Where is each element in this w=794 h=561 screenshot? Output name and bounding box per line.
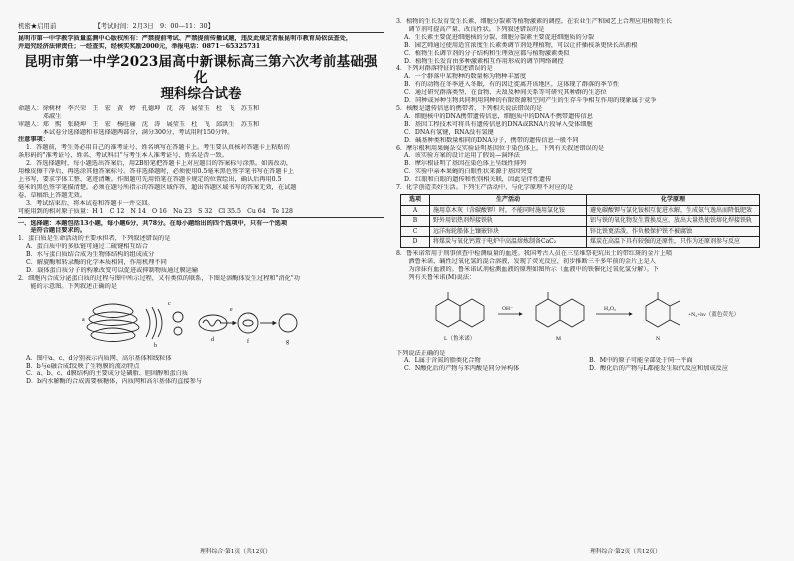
scheme-product: +N₂+hν（蓝色荧光） <box>688 311 740 318</box>
secret-label: 机密★启用前 <box>18 22 57 30</box>
scheme-label-l: L（鲁米诺） <box>444 335 476 342</box>
q7-cell: 避免碳酸钾与氯化铵相互促进水解，生成氨气逸出而降低肥效 <box>587 205 760 216</box>
fig-label-d: d <box>211 336 214 343</box>
q8-stem-1: 8．鲁米诺常用于刑事侦查中检测痕量的血迹。我国考古人员在三星堆祭祀坑出土的带红斑的金片上喷 <box>396 249 673 257</box>
exam-title: 昆明市第一中学2023届高中新课标高三第六次考前基础强化 <box>24 53 378 86</box>
q1-stem: 1．蛋白质是生命活动的主要承担者，下列叙述错误的是 <box>18 235 171 243</box>
q1-option-c: C．解旋酶和转录酶的化学本质相同，作用机理不同 <box>26 259 167 267</box>
lysosome-diagram <box>18 293 384 353</box>
q8-option-d: D．酸化后的产物与L都能发生取代反应和加成反应 <box>589 365 729 373</box>
q3-option-c: C．植物生长调节剂的分子结构和生理效应都与植物激素类似 <box>404 49 570 57</box>
q7-cell: B <box>401 216 430 227</box>
q7-stem: 7．化学创造美好生活。下列生产活动中，与化学原理不对应的是 <box>396 184 574 192</box>
q6-option-d: D．红眼和白眼的遗传和性别相关联，因此是伴性遗传 <box>404 176 552 184</box>
section1-line-1: 一、选择题：本题包括13小题，每小题6分，共78分。在每小题给出的四个选项中，只有一个选项 <box>18 219 288 227</box>
q7-cell: 施用草木灰（含碳酸钾）时，不能同时施用氯化铵 <box>430 205 587 216</box>
notes-title: 注意事项： <box>18 136 49 144</box>
q5-option-a: A．细胞核中的DNA携带遗传信息，细胞质中的DNA不携带遗传信息 <box>404 112 593 120</box>
q7-cell: 将煤炭与氧化钙置于电炉中高温熔炼制备CaC₂ <box>430 237 587 248</box>
q4-stem: 4．下列对群落特征的叙述错误的是 <box>396 65 493 73</box>
q4-option-d: D．同种或异种生物共同利用同种的有限资源和空间产生的生存斗争相互作用的现象属于竞争 <box>404 97 657 105</box>
q3-stem-2: 调节剂可提高产量、改良性状。下列叙述错误的是 <box>396 25 545 33</box>
q7-cell: 远洋海轮船体上镶嵌锌块 <box>430 226 587 237</box>
q6-option-b: B．摩尔根证明了基因在染色体上呈线性排列 <box>404 160 527 168</box>
q7-cell: 煤炭在高温下具有较强的还原性，只作为还原剂参与反应 <box>587 237 760 248</box>
note-line-8: 3．考试结束后，将本试卷和答题卡一并交回。 <box>26 199 154 207</box>
q4-option-b: B．有的动物在冬季进入冬眠，有的因迁徙离开该地区，这体现了群落的季节性 <box>404 81 619 89</box>
q4-option-a: A．一个群落中某物种的数量称为物种丰富度 <box>404 73 527 81</box>
fig-label-f: f <box>247 338 249 345</box>
note-line-6: 毫米的黑色签字笔描清楚。必须在题号所指示的答题区域作答，超出答题区域书写的答案无效，在试题 <box>18 183 297 191</box>
notice-line-1: 昆明市第一中学教学质量监测中心版权所有：严禁提前考试、严禁提前传播试题，违反此规定者报昆明市教育局依法查处， <box>18 35 353 42</box>
luminol-scheme <box>396 284 774 348</box>
q7-cell: 野外用铝热剂焊接铁轨 <box>430 216 587 227</box>
scheme-h2o2: H₂O₂ <box>604 305 616 312</box>
q7-cell: D <box>401 237 430 248</box>
q8-option-c: C．N酸化后的产物与苯丙酸是同分异构体 <box>404 365 520 373</box>
note-line-4: 用橡皮擦干净后，再选涂其他答案标号。答非选择题时，必须使用0.5毫米黑色签字笔书写在答题卡上 <box>18 168 294 176</box>
authors-line-2: 邓淑生 <box>18 112 62 120</box>
table-row <box>401 216 760 227</box>
q5-stem: 5．核酸是遗传信息的携带者，下列相关说法错误的是 <box>396 104 543 112</box>
fig-label-c: c <box>168 300 171 307</box>
q1-option-b: B．水与蛋白质结合成为生物体结构的组成成分 <box>26 251 155 259</box>
note-line-7: 卷、草稿纸上答题无效。 <box>18 191 87 199</box>
q4-option-c: C．通过研究群落类型、在食物、天敌及种间关系等可研究其种群的生态位 <box>404 89 607 97</box>
scheme-label-n: N <box>656 335 661 342</box>
q7-cell: A <box>401 205 430 216</box>
authors-line-1: 命题人：徐树材 李兴荣 王 宏 黄 婷 孔德坤 沈 涛 展莹玉 杜 飞 苏玉和 <box>18 104 260 112</box>
footer-right: 理科综合·第2页（共12页） <box>590 549 661 555</box>
q8-option-a: A．L属于含氮的脂类化合物 <box>404 357 481 365</box>
q8-options-row-1 <box>396 357 774 365</box>
q3-stem-1: 3．植物的生长发育受生长素、细胞分裂素等植物激素的调控。在农业生产和园艺上合理应用植物生长 <box>396 18 673 25</box>
left-column <box>18 22 384 386</box>
exam-time: 【考试时间：2月3日 9：00—11：30】 <box>94 22 214 30</box>
notice-line-2: 并追究经济法律责任；一经查实，经核实奖励2000元，举报电话：0871－65325731 <box>18 42 261 50</box>
authors-line-4: 本试卷分选择题和非选择题两部分，满分300分，考试用时150分钟。 <box>18 128 234 136</box>
q2-option-c: C．a、b、c、d膜结构的主要成分是磷脂、胆固醇和蛋白质 <box>26 370 189 378</box>
note-line-2: 条形码的"准考证号、姓名、考试科目"与考生本人准考证号、姓名是否一致。 <box>18 152 228 160</box>
q2-option-b: B．b与e融合成f反映了生物膜的流动特点 <box>26 362 140 370</box>
exam-subtitle: 理科综合试卷 <box>160 85 242 102</box>
lysosome-diagram-svg <box>18 293 384 353</box>
q5-option-c: C．DNA有氢键，RNA没有氢键 <box>404 128 494 136</box>
q7-th-option: 选项 <box>401 194 430 205</box>
table-row <box>401 237 760 248</box>
q7-table-header <box>401 194 760 205</box>
q7-table <box>400 194 760 248</box>
q7-cell: C <box>401 226 430 237</box>
q5-option-b: B．基因工程技术可将具有遗传信息的DNA或RNA片段导入受体细胞 <box>404 120 593 128</box>
q3-option-a: A．生长素主要促进细胞核的分裂，细胞分裂素主要促进细胞质的分裂 <box>404 33 595 41</box>
q7-cell: 铝与铁的氧化物发生置换反应，放出大量热使铁熔化焊接铁轨 <box>587 216 760 227</box>
header-rule <box>18 32 384 33</box>
q2-option-d: D．b内水解酶的合成需要核糖体，内质网和高尔基体的直接参与 <box>26 378 202 386</box>
section1-line-2: 是符合题目要求的。 <box>18 227 87 235</box>
fig-label-a: a <box>82 316 85 323</box>
q8-sub-stem: 下列说法正确的是 <box>396 349 446 357</box>
q8-stem-3: 为涂抹有血液的。鲁米诺试剂检测血液的原理如图所示（血液中的铁催化过氧化氢分解）。下 <box>396 265 659 273</box>
fig-label-e: e <box>230 306 233 313</box>
table-row <box>401 226 760 237</box>
authors-line-3: 审题人：郑 熙 张晓坤 王 宏 杨旺瑜 沈 涛 展莹玉 杜 飞 邱洪生 苏玉和 <box>18 120 260 128</box>
q8-stem-4: 列有关鲁米诺(M)说法： <box>396 273 476 281</box>
q1-option-a: A．蛋白质中的多肽链可通过二硫键相互结合 <box>26 243 149 251</box>
q6-stem: 6．摩尔根利用果蝇杂交实验证明基因位于染色体上，下列有关叙述错误的是 <box>396 144 605 152</box>
luminol-scheme-svg <box>396 284 774 348</box>
q3-option-b: B．园艺师通过使用适宜浓度生长素类调节剂处理植物，可以让扦插枝条更快长出新根 <box>404 41 638 49</box>
q5-option-d: D．碱基种类和数量相同的DNA分子，携带的遗传信息一般不同 <box>404 136 579 144</box>
scheme-label-m: M <box>556 335 561 342</box>
scheme-oh: OH⁻ <box>502 305 514 312</box>
q7-th-principle: 化学原理 <box>587 194 760 205</box>
q8-stem-2: 洒鲁米诺，碱性过氧化氢的混合溶液，发现了荧光反应，初步推断三千多年前的金片上是人 <box>396 257 656 265</box>
q8-options-row-2 <box>396 365 774 373</box>
q2-option-a: A．图中a、c、d分别表示内质网、高尔基体和线粒体 <box>26 354 172 362</box>
q6-option-c: C．实验中亲本果蝇的白眼性状来源于基因突变 <box>404 168 533 176</box>
note-line-3: 2．答选择题时，每小题选出答案后，用2B铅笔把答题卡上对应题目的答案标号涂黑。如需改动， <box>26 160 293 168</box>
note-line-1: 1．答题前，考生务必用自己的准考证号、姓名填写在答题卡上。考生要认真核对答题卡上粘贴的 <box>26 144 290 152</box>
atomic-mass: 可能用到的相对原子质量：H 1 C 12 N 14 O 16 Na 23 S 32 Cl 35.5 Cu 64 Te 128 <box>18 207 293 215</box>
section-rule <box>18 217 384 218</box>
q7-cell: 锌比铁更活泼，作负极保护铁不被腐蚀 <box>587 226 760 237</box>
fig-label-b: b <box>154 342 157 349</box>
footer-left: 理科综合·第1页（共12页） <box>200 549 271 555</box>
q7-th-activity: 生产活动 <box>430 194 587 205</box>
note-line-5: 上书写，要求字体工整、笔迹清晰。作图题可先用铅笔在答题卡规定的位置绘出，确认后再用0.5 <box>18 175 282 183</box>
q2-stem-2: 能的示意图。下列叙述正确的是 <box>18 282 117 290</box>
exam-header <box>18 22 384 31</box>
q6-option-a: A．该实验方案的设计运用了假说—演绎法 <box>404 152 520 160</box>
right-column <box>396 18 774 373</box>
q8-option-b: B．M中的原子可能全部处于同一平面 <box>589 357 693 365</box>
q3-option-d: D．植物生长发育由多种激素相互作用形成的调节网络调控 <box>404 57 564 65</box>
table-row <box>401 205 760 216</box>
fig-label-g: g <box>286 338 289 345</box>
q2-stem-1: 2．细胞内合成分泌蛋白质的过程与图中所示过程，又有类似的联系，下图是溶酶体发生过程和"消化"功 <box>18 274 300 282</box>
q1-option-d: D．载体蛋白质分子的构象改变可以促进或抑制物质通过膜运输 <box>26 266 199 274</box>
